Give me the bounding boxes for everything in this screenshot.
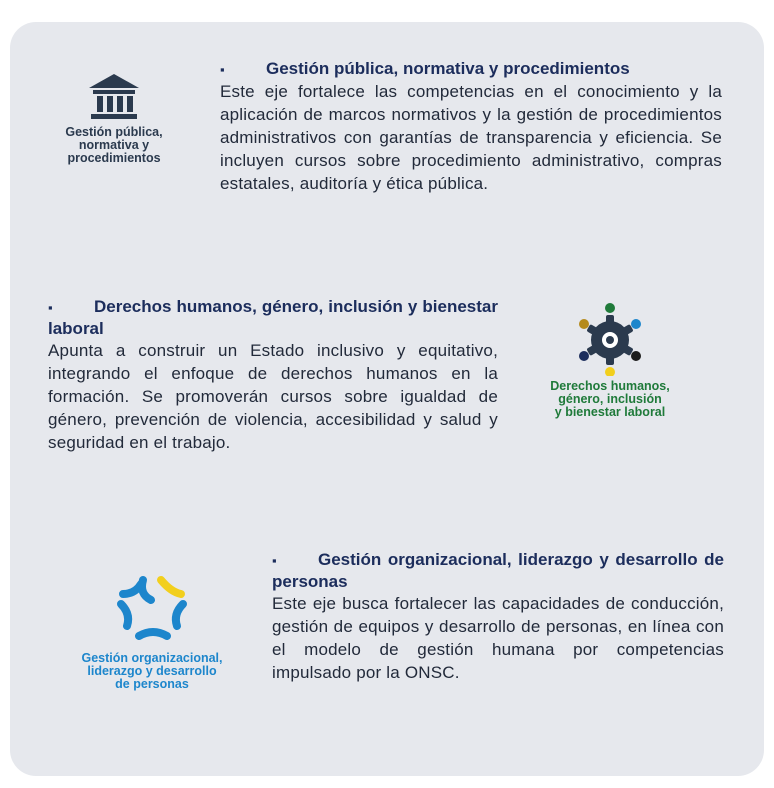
section-2-title-text: Derechos humanos, género, inclusión y bienestar laboral	[48, 297, 498, 338]
section-1-body: Este eje fortalece las competencias en el conocimiento y la aplicación de marcos normativos y la gestión de procedimientos administrativos con garantías de transparencia y eficiencia. Se incluyen cursos sobre procedimiento administrativo, compras estatales, auditoría y ética pública.	[220, 82, 722, 193]
icon-label-line: liderazgo y desarrollo	[87, 664, 217, 678]
section-3-icon-box	[62, 572, 242, 691]
section-3-title-text: Gestión organizacional, liderazgo y desarrollo de personas	[272, 550, 724, 591]
icon-label-line: género, inclusión	[558, 392, 662, 406]
section-1	[220, 58, 722, 195]
bullet-icon: ▪	[48, 300, 53, 315]
inclusion-gear-people-icon	[574, 302, 646, 376]
section-1-icon-label	[40, 126, 188, 165]
icon-label-line: Derechos humanos,	[550, 379, 670, 393]
section-2	[48, 296, 498, 454]
section-1-title-text: Gestión pública, normativa y procedimientos	[266, 59, 630, 78]
section-2-body: Apunta a construir un Estado inclusivo y equitativo, integrando el enfoque de derechos humanos en la formación. Se promoverán cursos sobre igualdad de género, prevención de violencia, accesibilidad y salud y seguridad en el trabajo.	[48, 341, 498, 452]
bullet-icon: ▪	[220, 62, 225, 77]
icon-label-line: Gestión organizacional,	[81, 651, 223, 665]
section-3-icon-label	[62, 652, 242, 691]
bullet-icon: ▪	[272, 553, 277, 568]
leadership-star-icon	[113, 572, 191, 648]
section-2-title	[48, 296, 498, 339]
section-1-icon-box	[40, 72, 188, 165]
icon-label-line: de personas	[115, 677, 189, 691]
icon-label-line: normativa y	[78, 138, 150, 152]
icon-label-line: procedimientos	[67, 151, 161, 165]
section-2-icon-box	[530, 302, 690, 419]
section-2-icon-label	[530, 380, 690, 419]
section-3-body: Este eje busca fortalecer las capacidades de conducción, gestión de equipos y desarrollo de personas, en línea con el modelo de gestión humana por competencias impulsado por la ONSC.	[272, 594, 724, 682]
institution-building-icon	[87, 72, 141, 122]
section-3-title	[272, 549, 724, 592]
icon-label-line: Gestión pública,	[65, 125, 163, 139]
section-1-title	[220, 58, 722, 80]
icon-label-line: y bienestar laboral	[554, 405, 666, 419]
section-3	[272, 549, 724, 684]
